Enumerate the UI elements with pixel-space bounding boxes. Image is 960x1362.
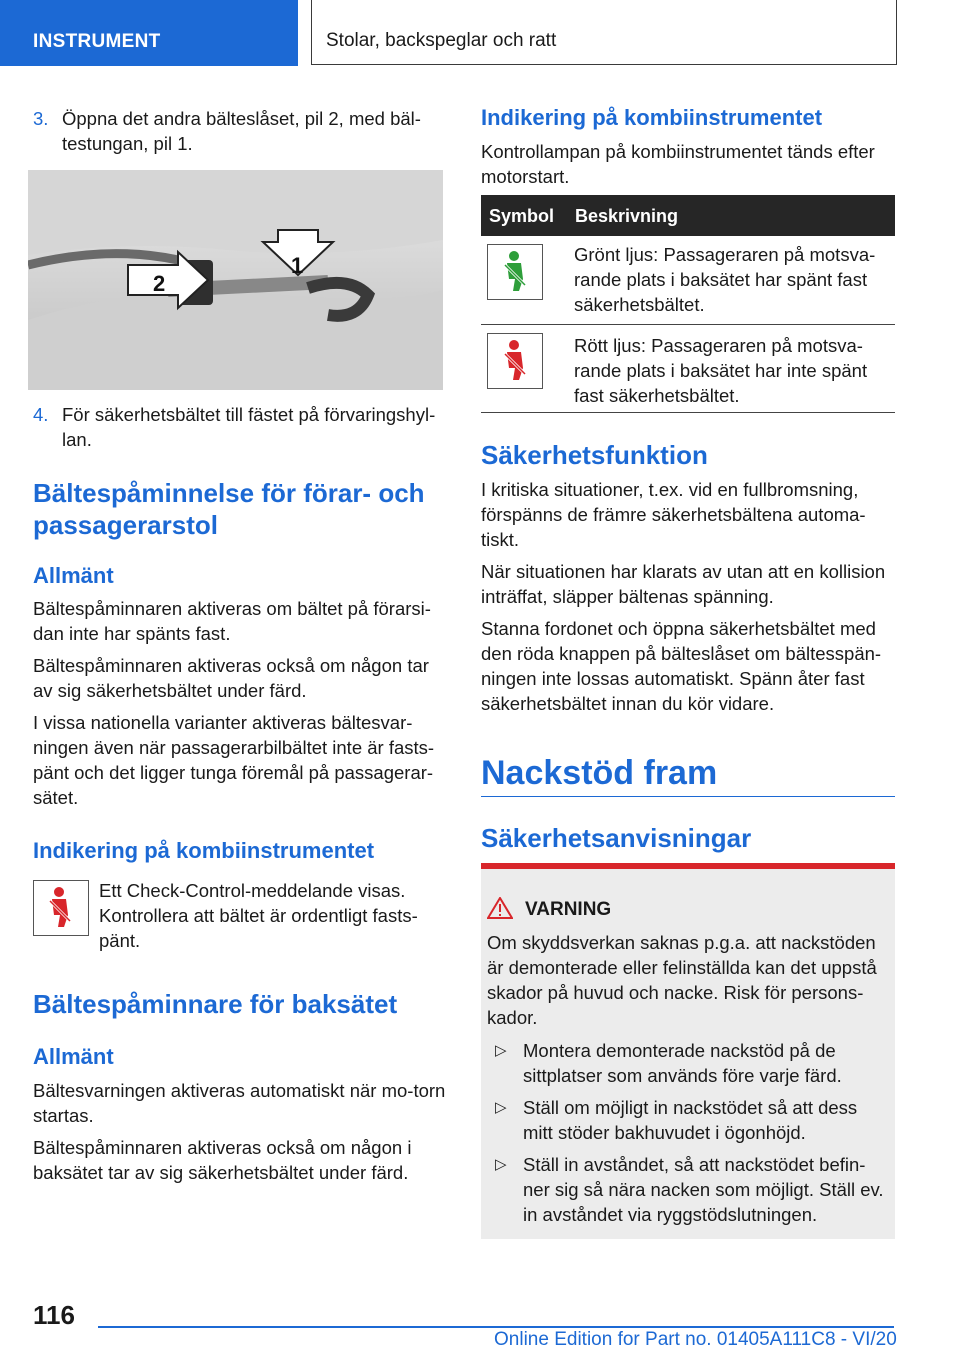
heading-rear-belt-reminder: Bältespåminnare för baksätet [33, 989, 398, 1019]
paragraph: Bältespåminnaren aktiveras också om någon i baksätet tar av sig säkerhetsbältet under färd. [33, 1137, 412, 1183]
paragraph: Bältesvarningen aktiveras automatiskt när mo-torn startas. [33, 1080, 446, 1126]
warning-triangle-icon [487, 897, 513, 924]
arrow-1-label: 1 [291, 253, 304, 278]
step-text: Öppna det andra bälteslåset, pil 2, med bäl-testungan, pil 1. [62, 108, 421, 154]
page-number: 116 [33, 1300, 75, 1330]
bullet-text: Ställ om möjligt in nackstödet så att dess mitt stöder bakhuvudet i ögonhöjd. [523, 1097, 858, 1143]
seatbelt-photo [28, 170, 443, 390]
warning-text: Om skyddsverkan saknas p.g.a. att nackstöden är demonterade eller felinställda kan det uppstå skador på huvud och nacke. Risk för persons-kador. [487, 932, 877, 1028]
bullet-triangle-icon: ▷ [495, 1099, 507, 1116]
indication-left-text: Ett Check-Control-meddelande visas. Kontrollera att bältet är ordentligt fasts-pänt. [99, 880, 418, 951]
symbol-table-header [481, 195, 895, 236]
warning-box [481, 863, 895, 1239]
subheading-general-2: Allmänt [33, 1044, 114, 1069]
warning-bullet [495, 1038, 890, 1088]
section-title: INSTRUMENT [33, 31, 161, 52]
paragraph: Stanna fordonet och öppna säkerhetsbältet med den röda knappen på bälteslåset om bältesspän-ningen inte lossas automatiskt. Spänn åter fast säkerhetsbältet innan du kör vidare. [481, 618, 882, 714]
footer-rule [98, 1326, 894, 1328]
heading-headrest: Nackstöd fram [481, 754, 718, 792]
heading-front-belt-reminder: Bältespåminnelse för förar- och passagerarstol [33, 478, 425, 540]
edition-link[interactable]: Online Edition for Part no. 01405A111C8 - VI/20 [494, 1329, 897, 1350]
indication-right-text: Kontrollampan på kombiinstrumentet tänds efter motorstart. [481, 141, 875, 187]
table-divider [481, 324, 895, 325]
general-2-body [33, 1078, 448, 1185]
table-divider [481, 412, 895, 413]
seatbelt-illustration [28, 170, 443, 390]
heading-safety-function: Säkerhetsfunktion [481, 440, 708, 470]
bullet-triangle-icon: ▷ [495, 1156, 507, 1173]
subheading-indication-right: Indikering på kombiinstrumentet [481, 105, 823, 130]
warning-bullet [495, 1152, 890, 1227]
safety-function-body [481, 477, 896, 716]
step-number: 4. [33, 404, 49, 425]
paragraph: I vissa nationella varianter aktiveras bältesvar-ningen även när passagerarbilbältet inte är fasts-pänt och det ligger tunga föremål på passagerar-sätet. [33, 712, 435, 808]
heading-rule [481, 796, 895, 797]
column-symbol: Symbol [489, 206, 555, 226]
paragraph: När situationen har klarats av utan att en kollision inträffat, släpper bältenas spänning. [481, 561, 886, 607]
paragraph: I kritiska situationer, t.ex. vid en fullbromsning, förspänns de främre säkerhetsbältena automa-tiskt. [481, 479, 866, 550]
chapter-tab [311, 0, 897, 65]
step-4 [33, 402, 445, 452]
paragraph: Bältespåminnaren aktiveras om bältet på förarsi-dan inte har spänts fast. [33, 598, 431, 644]
paragraph: Bältespåminnaren aktiveras också om någon tar av sig säkerhetsbältet under färd. [33, 655, 429, 701]
arrow-2-label: 2 [153, 271, 166, 296]
section-tab [0, 0, 298, 66]
bullet-triangle-icon: ▷ [495, 1042, 507, 1059]
red-light-description: Rött ljus: Passageraren på motsva-rande plats i baksätet har inte spänt fast säkerhetsbältet. [574, 335, 868, 406]
step-text: För säkerhetsbältet till fästet på förvaringshyl-lan. [62, 404, 436, 450]
subheading-indication-left: Indikering på kombiinstrumentet [33, 838, 375, 863]
red-seatbelt-icon [487, 333, 543, 389]
seatbelt-warning-icon [33, 880, 89, 936]
bullet-text: Ställ in avståndet, så att nackstödet befin-ner sig så nära nacken som möjligt. Ställ ev. in avståndet via ryggstödslutningen. [523, 1154, 884, 1225]
chapter-title: Stolar, backspeglar och ratt [326, 30, 557, 51]
warning-bullet [495, 1095, 890, 1145]
general-1-body [33, 596, 448, 810]
green-light-description: Grönt ljus: Passageraren på motsva-rande plats i baksätet har spänt fast säkerhetsbältet. [574, 244, 876, 315]
step-number: 3. [33, 108, 49, 129]
subheading-general-1: Allmänt [33, 563, 114, 588]
bullet-text: Montera demonterade nackstöd på de sittplatser som används före varje färd. [523, 1040, 842, 1086]
warning-label: VARNING [525, 899, 612, 920]
green-seatbelt-icon [487, 244, 543, 300]
column-description: Beskrivning [575, 206, 679, 226]
step-3 [33, 106, 445, 156]
heading-safety-instructions: Säkerhetsanvisningar [481, 823, 752, 853]
